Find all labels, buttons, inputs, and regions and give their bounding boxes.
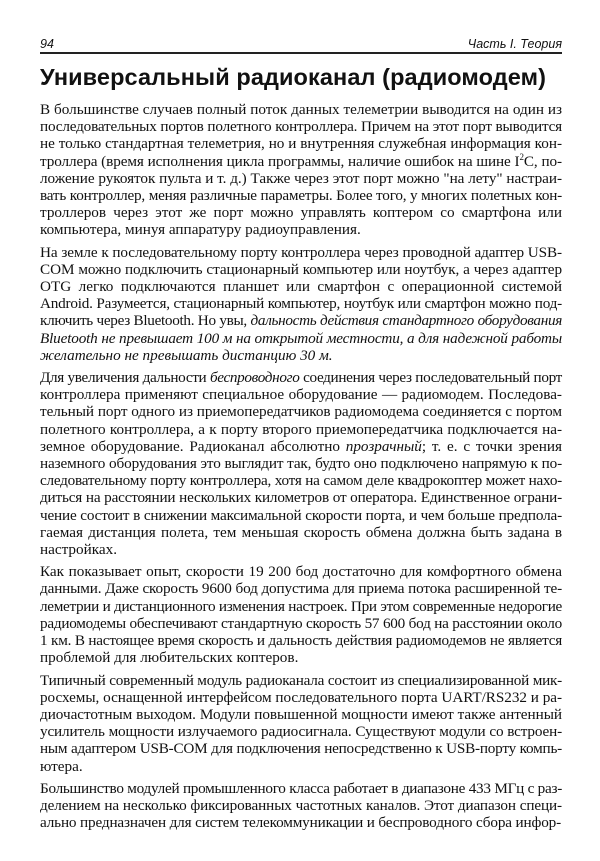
text-line-content <box>40 438 562 455</box>
text-segment: троллеров через этот же порт можно управлять коптером со смартфона или <box>40 204 562 222</box>
text-line-content <box>40 153 562 170</box>
text-line <box>40 814 562 831</box>
text-line-content <box>40 649 298 666</box>
text-line <box>40 403 562 420</box>
italic-text: прозрачный <box>345 437 422 455</box>
text-line-content <box>40 278 562 295</box>
text-segment: наземного оборудования это выглядит так, будто оно подключено напрямую к по- <box>40 455 562 473</box>
text-line <box>40 221 562 238</box>
body-text <box>40 101 562 836</box>
text-line <box>40 455 562 472</box>
text-segment: Для увеличения дальности <box>40 369 210 387</box>
text-segment: 1 км. В настоящее время скорость и дальность действия радиомодемов не является <box>40 632 562 650</box>
text-line <box>40 563 562 580</box>
text-segment: последовательных портов полетного контроллера. Причем на этот порт выводится <box>40 118 562 136</box>
text-line-content <box>40 524 562 541</box>
text-line-content <box>40 740 562 757</box>
text-line <box>40 472 562 489</box>
italic-text: дальность действия стандартного оборудования <box>250 312 562 330</box>
text-line <box>40 244 562 261</box>
text-line <box>40 438 562 455</box>
text-segment: В большинстве случаев полный поток данных телеметрии выводится на один из <box>40 101 562 118</box>
text-line-content <box>40 507 562 524</box>
text-segment: троллера (время исполнения цикла программы, наличие ошибок на шине I <box>40 152 520 170</box>
page-title: Универсальный радиоканал (радиомодем) <box>40 64 547 90</box>
text-line-content <box>40 187 562 204</box>
text-line-content <box>40 170 562 187</box>
text-segment: проблемой для любительских коптеров. <box>40 649 299 667</box>
text-line-content <box>40 814 561 831</box>
text-segment: следовательному порту контроллера, хотя на самом деле квадрокоптер может нахо- <box>40 472 562 490</box>
text-line <box>40 135 562 152</box>
text-line-content <box>40 369 562 386</box>
text-line-content <box>40 221 361 238</box>
text-line <box>40 672 562 689</box>
text-line <box>40 615 562 632</box>
text-line <box>40 386 562 403</box>
text-segment: Большинство модулей промышленного класса работает в диапазоне 433 МГц с раз- <box>40 779 562 797</box>
text-segment: усилитель мощности излучаемого радиосигнала. Существуют модули со встроен- <box>40 723 562 741</box>
text-line-content <box>40 598 562 615</box>
text-line-content <box>40 455 562 472</box>
text-segment: ложение рукояток пульта и т. д.) Также через этот порт можно "на лету" настраи- <box>40 169 562 187</box>
text-line <box>40 153 562 170</box>
text-line-content <box>40 386 562 403</box>
text-line-content <box>40 118 562 135</box>
text-line <box>40 507 562 524</box>
text-line <box>40 261 562 278</box>
text-segment: C, по- <box>523 152 562 170</box>
text-line <box>40 598 562 615</box>
paragraph <box>40 563 562 666</box>
text-segment: диочастотным выходом. Модули повышенной мощности имеют также антенный <box>40 705 562 723</box>
text-line <box>40 187 562 204</box>
text-segment: полетного контроллера, а к порту второго приемопередатчика подключается на- <box>40 420 562 438</box>
text-segment: данными. Даже скорость 9600 бод допустима для приема потока расширенной те- <box>40 580 562 598</box>
text-line <box>40 489 562 506</box>
text-line-content <box>40 135 562 152</box>
text-line <box>40 632 562 649</box>
paragraph <box>40 369 562 558</box>
text-segment: ально предназначен для систем телекоммуникации и беспроводного сбора инфор- <box>40 814 562 832</box>
text-line-content <box>40 723 562 740</box>
italic-text: Bluetooth не превышает 100 м на открытой местности, а для надежной работы <box>40 329 562 347</box>
text-line-content <box>40 347 333 364</box>
text-line <box>40 204 562 221</box>
text-segment: диться на расстоянии нескольких километров от оператора. Единственное ограни- <box>40 489 562 507</box>
text-line <box>40 295 562 312</box>
superscript: 2 <box>519 151 524 162</box>
text-segment: Типичный современный модуль радиоканала состоит из специализированной мик- <box>40 671 562 689</box>
text-segment: Как показывает опыт, скорости 19 200 бод достаточно для комфортного обмена <box>40 563 562 581</box>
text-segment: ным адаптером USB-COM для подключения непосредственно к USB-порту компь- <box>40 740 562 758</box>
page-number: 94 <box>40 37 54 51</box>
text-segment: контроллера применяют специальное оборудование — радиомодем. Последова- <box>40 386 562 404</box>
text-segment: чение состоит в снижении максимальной скорости порта, и чем больше предпола- <box>40 506 562 524</box>
text-line-content <box>40 472 562 489</box>
paragraph <box>40 244 562 364</box>
text-line <box>40 347 562 364</box>
text-line <box>40 170 562 187</box>
text-line <box>40 541 562 558</box>
text-segment: радиомодемы обеспечивают стандартную скорость 57 600 бод на расстоянии около <box>40 614 562 632</box>
text-segment: настройках. <box>40 541 118 559</box>
paragraph <box>40 101 562 239</box>
text-segment: OTG легко подключаются планшет или смартфон с операционной системой <box>40 278 562 296</box>
text-line <box>40 524 562 541</box>
text-segment: леметрии и дистанционного изменения настроек. При этом современные недорогие <box>40 597 562 615</box>
text-segment: земное оборудование. Радиоканал абсолютно <box>40 437 346 455</box>
text-line-content <box>40 312 562 329</box>
text-line-content <box>40 330 562 347</box>
text-line <box>40 723 562 740</box>
text-line-content <box>40 797 562 814</box>
text-line-content <box>40 689 562 706</box>
paragraph <box>40 780 562 832</box>
text-line <box>40 369 562 386</box>
text-segment: ютера. <box>40 757 83 775</box>
text-line-content <box>40 421 562 438</box>
text-line-content <box>40 489 562 506</box>
section-title: Часть I. Теория <box>467 37 562 51</box>
text-line <box>40 780 562 797</box>
text-line <box>40 330 562 347</box>
text-segment: COM можно подключить стационарный компьютер или ноутбук, а через адаптер <box>40 260 562 278</box>
text-line <box>40 689 562 706</box>
italic-text: беспроводного <box>209 369 300 387</box>
text-segment: ключить через Bluetooth. Но увы, <box>40 312 251 330</box>
text-line <box>40 312 562 329</box>
text-line <box>40 740 562 757</box>
italic-text: желательно не превышать дистанцию 30 м. <box>40 346 333 364</box>
text-line-content <box>40 615 562 632</box>
text-line <box>40 758 562 775</box>
text-segment: не только стандартная телеметрия, но и внутренняя служебная информация кон- <box>40 135 562 153</box>
text-line <box>40 580 562 597</box>
text-line-content <box>40 580 562 597</box>
text-segment: Android. Разумеется, стационарный компьютер, ноутбук или смартфон можно под- <box>40 295 562 313</box>
text-line-content <box>40 295 562 312</box>
text-line-content <box>40 758 83 775</box>
text-segment: соединения через последовательный порт <box>299 369 562 387</box>
text-line-content <box>40 780 562 797</box>
text-segment: вать контроллер, меняя различные параметры. Более того, у многих полетных кон- <box>40 187 562 205</box>
text-line-content <box>40 101 562 118</box>
text-line <box>40 278 562 295</box>
text-line-content <box>40 563 562 580</box>
text-line-content <box>40 403 562 420</box>
text-line <box>40 101 562 118</box>
text-line <box>40 797 562 814</box>
paragraph <box>40 672 562 775</box>
text-line-content <box>40 672 562 689</box>
text-segment: росхемы, оснащенной интерфейсом последовательного порта UART/RS232 и ра- <box>40 688 562 706</box>
text-segment: На земле к последовательному порту контроллера через проводной адаптер USB- <box>40 243 562 261</box>
text-segment: делением на несколько фиксированных частотных каналов. Этот диапазон специ- <box>40 796 562 814</box>
text-line-content <box>40 706 562 723</box>
text-line-content <box>40 632 562 649</box>
text-line <box>40 118 562 135</box>
text-line <box>40 649 562 666</box>
text-segment: гаемая дистанция полета, тем меньшая скорость обмена должна быть задана в <box>40 523 562 541</box>
text-line-content <box>40 204 562 221</box>
text-line-content <box>40 244 562 261</box>
text-line-content <box>40 261 562 278</box>
text-segment: ; т. е. с точки зрения <box>421 437 562 455</box>
running-header <box>40 33 562 54</box>
text-line-content <box>40 541 117 558</box>
text-segment: компьютера, минуя аппаратуру радиоуправления. <box>40 221 361 239</box>
text-line <box>40 421 562 438</box>
text-line <box>40 706 562 723</box>
text-segment: тельный порт одного из приемопередатчиков радиомодема соединяется с портом <box>40 403 562 421</box>
